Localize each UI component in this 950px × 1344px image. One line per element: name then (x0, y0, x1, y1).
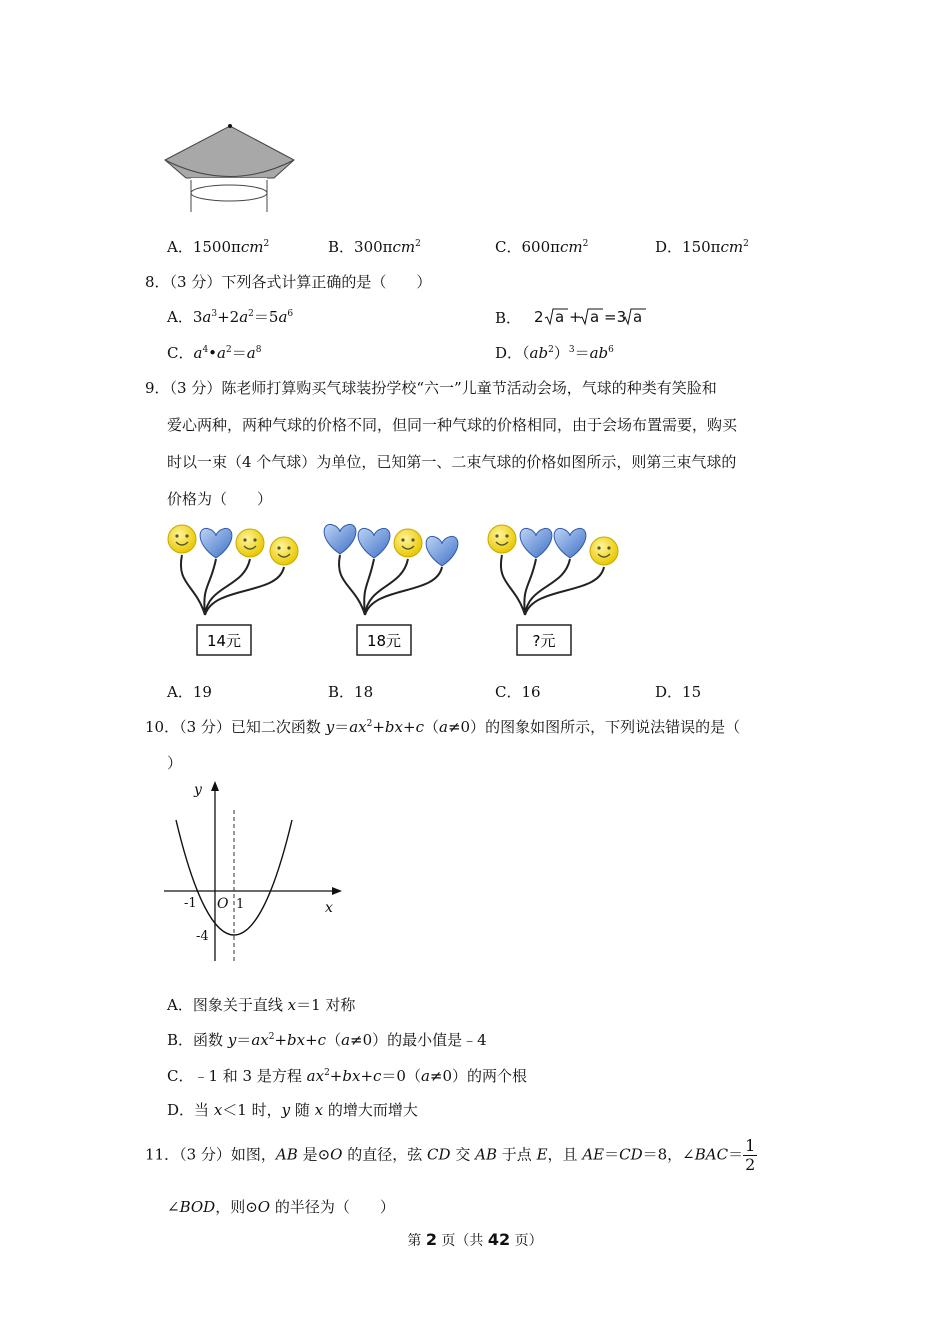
option-letter: C． (495, 683, 522, 701)
q8-option-a[interactable]: A．$3a^3+2a^2=5a^6$ (167, 308, 294, 326)
balloon-string (181, 555, 205, 615)
footer-text: 页） (510, 1233, 543, 1249)
q7-option-a[interactable] (167, 236, 269, 257)
y-axis-label: y (194, 782, 202, 798)
smiley-eye (277, 546, 280, 549)
option-text: ＜1 时， (222, 1101, 282, 1119)
question-score: （3 分） (179, 1145, 231, 1164)
option-letter: C． (167, 344, 194, 362)
q9-option-a[interactable] (167, 681, 212, 702)
smiley-eye (287, 546, 290, 549)
smiley-eye (253, 538, 256, 541)
smiley-balloon-icon (236, 529, 264, 557)
svg-text:a: a (554, 308, 565, 326)
q9-stem-line1 (145, 377, 717, 398)
tick-label-neg1: -1 (184, 896, 197, 911)
svg-text:=3: =3 (603, 308, 626, 326)
question-score: （3 分） (169, 273, 222, 291)
price-label: 18元 (366, 632, 402, 650)
question-text: ，则⊙ (215, 1198, 258, 1216)
q8-option-c[interactable]: C．$a^4•a^2=a^8$ (167, 344, 262, 362)
option-text: 的两个根 (467, 1067, 528, 1085)
question-text: 陈老师打算购买气球装扮学校“六一”儿童节活动会场，气球的种类有笑脸和 (221, 379, 717, 397)
q9-option-d[interactable] (655, 681, 701, 702)
option-value: 150π (682, 238, 721, 256)
heart-balloon-icon (520, 528, 552, 558)
question-text: ＝ (728, 1145, 744, 1164)
option-value: 16 (521, 683, 541, 701)
tick-label-neg4: -4 (196, 929, 209, 944)
svg-text:a: a (589, 308, 600, 326)
smiley-balloon-icon (590, 537, 618, 565)
fraction-numerator: 1 (745, 1136, 756, 1155)
option-value: 19 (192, 683, 212, 701)
footer-text: 页（共 (436, 1233, 488, 1249)
option-letter: B． (328, 683, 355, 701)
q8-option-d[interactable]: D．$(ab^2)^3=ab^6$ (495, 344, 614, 362)
option-text: A．图象关于直线 (167, 996, 283, 1014)
option-value: 1500π (192, 238, 241, 256)
q10-option-a[interactable]: A．图象关于直线 x＝1 对称 (167, 996, 356, 1014)
question-text: ＝ (604, 1145, 620, 1164)
option-exponent: 2 (415, 239, 421, 249)
balloon-string (525, 567, 604, 615)
q11-stem-line2: ∠BOD，则⊙O 的半径为（ ） (167, 1198, 395, 1216)
option-letter: A． (167, 238, 193, 256)
balloon-string (501, 555, 525, 615)
balloon-bundle (488, 525, 618, 655)
smiley-eye (175, 534, 178, 537)
option-text: B．函数 (167, 1031, 224, 1049)
fraction-denominator: 2 (745, 1155, 756, 1174)
balloon-bundle (168, 525, 298, 655)
question-text: ，且 (547, 1145, 578, 1164)
q9-option-c[interactable] (495, 681, 541, 702)
question-number: 11． (145, 1145, 180, 1164)
option-letter: B． (495, 309, 522, 327)
smiley-balloon-icon (394, 529, 422, 557)
footer-text: 第 (407, 1233, 426, 1249)
smiley-eye (411, 538, 414, 541)
option-text: 的最小值是﹣4 (387, 1031, 487, 1049)
smiley-eye (607, 546, 610, 549)
q9-stem-line2: 爱心两种，两种气球的价格不同，但同一种气球的价格相同，由于会场布置需要，购买 (167, 416, 738, 434)
question-number: 9． (145, 379, 170, 397)
smiley-eye (495, 534, 498, 537)
smiley-balloon-icon (270, 537, 298, 565)
option-text: 的增大而增大 (327, 1101, 418, 1119)
option-letter: C． (495, 238, 522, 256)
option-letter: D． (655, 238, 683, 256)
svg-text:a: a (632, 308, 643, 326)
question-text: 如图， (230, 1145, 276, 1164)
option-letter: A． (167, 683, 193, 701)
option-text: D．当 (167, 1101, 210, 1119)
question-text: 于点 (501, 1145, 532, 1164)
option-value: 600π (521, 238, 560, 256)
question-text: 的半径为（ ） (274, 1198, 395, 1216)
question-text: 下列各式计算正确的是（ ） (221, 273, 432, 291)
heart-balloon-icon (554, 528, 586, 558)
smiley-eye (401, 538, 404, 541)
fraction-one-half (743, 1137, 757, 1174)
option-unit: cm (392, 238, 416, 256)
q8-stem (145, 271, 431, 292)
question-score: （3 分） (169, 379, 222, 397)
question-text: 的直径，弦 (347, 1145, 423, 1164)
smiley-eye (505, 534, 508, 537)
tick-label-1: 1 (236, 897, 245, 912)
option-unit: cm (559, 238, 583, 256)
option-value: 300π (354, 238, 393, 256)
option-letter: D． (495, 344, 523, 362)
option-letter: D． (655, 683, 683, 701)
q9-stem-line4: 价格为（ ） (167, 490, 273, 508)
origin-label: O (217, 896, 229, 912)
balloon-string (339, 555, 365, 615)
option-letter: B． (328, 238, 355, 256)
smiley-eye (597, 546, 600, 549)
option-text: 随 (294, 1101, 310, 1119)
question-score: （3 分） (179, 718, 231, 736)
q7-option-c[interactable] (495, 236, 588, 257)
q7-option-d[interactable] (655, 236, 749, 257)
option-text: C．﹣1 和 3 是方程 (167, 1067, 302, 1085)
question-text: ∠ (167, 1198, 180, 1216)
question-text: 已知二次函数 (230, 718, 321, 736)
heart-balloon-icon (358, 528, 390, 558)
price-label: 14元 (206, 632, 242, 650)
q7-option-b[interactable] (328, 236, 421, 257)
question-number: 8． (145, 273, 170, 291)
radical-expression (534, 306, 654, 328)
cone-cylinder-figure (160, 118, 300, 218)
question-text: 是⊙ (302, 1145, 331, 1164)
balloon-string (525, 559, 570, 615)
question-text: 交 (455, 1145, 471, 1164)
smiley-eye (243, 538, 246, 541)
q10-stem-close: ） (167, 754, 183, 772)
smiley-eye (185, 534, 188, 537)
option-value: 15 (682, 683, 702, 701)
q10-option-b[interactable]: B．函数 $y=ax^2+bx+c(a\ne 0)$的最小值是﹣4 (167, 1031, 487, 1049)
question-text: 的图象如图所示，下列说法错误的是（ (485, 718, 741, 736)
svg-text:+: + (568, 308, 582, 326)
page-number: 2 (425, 1230, 437, 1249)
q9-option-b[interactable] (328, 681, 373, 702)
q10-stem: 10．（3 分）已知二次函数 $y=ax^2+bx+c(a\ne 0)$的图象如图所示，下列说法错误的是（ (145, 718, 741, 736)
option-unit: cm (720, 238, 744, 256)
q9-stem-line3: 时以一束（4 个气球）为单位，已知第一、二束气球的价格如图所示，则第三束气球的 (167, 453, 737, 471)
parabola-graph (160, 775, 350, 970)
x-axis-label: x (325, 900, 333, 916)
balloon-string (205, 559, 250, 615)
page-footer (0, 1230, 950, 1250)
total-pages: 42 (487, 1230, 511, 1249)
heart-balloon-icon (324, 524, 356, 554)
q8-option-b[interactable] (495, 306, 654, 328)
balloon-bundles-figure (160, 515, 620, 665)
option-exponent: 2 (743, 239, 749, 249)
option-exponent: 2 (263, 239, 270, 249)
q11-stem-line1: 11．（3 分）如图，AB 是⊙O 的直径，弦 CD 交 AB 于点 E，且 AE＝CD＝8，∠BAC＝ $\frac{1}{2}$ (145, 1136, 756, 1174)
option-text: ＝1 对称 (296, 996, 356, 1014)
balloon-bundle (324, 524, 458, 655)
balloon-string (365, 567, 442, 615)
option-value: 18 (354, 683, 374, 701)
smiley-balloon-icon (488, 525, 516, 553)
option-exponent: 2 (582, 239, 589, 249)
option-letter: A． (167, 308, 193, 326)
option-unit: cm (240, 238, 264, 256)
svg-text:2: 2 (533, 308, 544, 326)
balloon-string (205, 567, 284, 615)
heart-balloon-icon (200, 528, 232, 558)
price-label: ?元 (532, 632, 556, 650)
heart-balloon-icon (426, 536, 458, 566)
q10-option-d[interactable]: D．当 x＜1 时，y 随 x 的增大而增大 (167, 1101, 418, 1119)
q10-option-c[interactable]: C．﹣1 和 3 是方程 $ax^2+bx+c=0(a\ne 0)$的两个根 (167, 1067, 528, 1085)
question-text: ＝8，∠ (642, 1145, 695, 1164)
question-number: 10． (145, 718, 180, 736)
smiley-balloon-icon (168, 525, 196, 553)
